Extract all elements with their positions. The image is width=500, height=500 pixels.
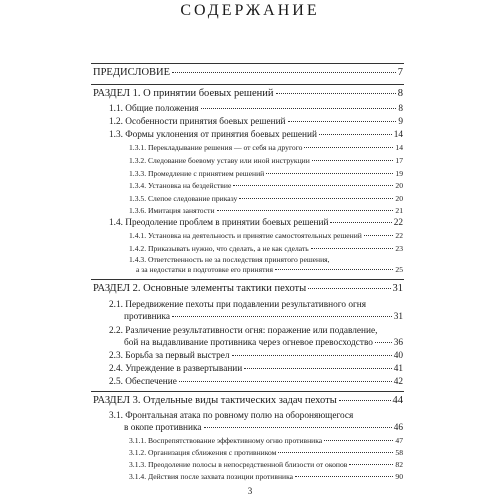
toc-entry-page: 14 (393, 130, 403, 140)
toc-entry[interactable] (109, 105, 403, 114)
toc-subentry[interactable] (129, 245, 403, 253)
toc-entry[interactable] (109, 378, 403, 387)
toc-entry[interactable] (124, 313, 403, 322)
toc-entry-label: 1.1. Общие положения (109, 104, 199, 114)
toc-entry-page: 23 (395, 244, 403, 253)
toc-subentry[interactable] (129, 207, 403, 215)
toc-entry-first-line: 2.2. Различение результативности огня: поражение или подавление, (109, 326, 378, 336)
toc-entry-page: 42 (393, 377, 403, 387)
toc-entry[interactable] (124, 339, 403, 348)
leader-dots (179, 381, 392, 382)
divider (91, 84, 404, 85)
toc-entry[interactable] (109, 219, 403, 228)
toc-entry-label: 2.3. Борьба за первый выстрел (109, 351, 230, 361)
toc-entry-first-line: 2.1. Передвижение пехоты при подавлении результативного огня (109, 300, 367, 310)
leader-dots (312, 160, 394, 161)
leader-dots (330, 222, 391, 223)
toc-entry-label: противника (124, 312, 171, 322)
leader-dots (217, 210, 394, 211)
toc-entry-label: РАЗДЕЛ 1. О принятии боевых решений (93, 88, 274, 99)
leader-dots (324, 440, 393, 441)
toc-entry-page: 21 (395, 206, 403, 215)
toc-subentry[interactable] (136, 266, 403, 274)
toc-entry-label: 1.4. Преодоление проблем в принятии боевых решений (109, 218, 329, 228)
toc-entry[interactable] (109, 352, 403, 361)
leader-dots (233, 185, 393, 186)
toc-entry-page: 90 (395, 472, 403, 481)
page-title: СОДЕРЖАНИЕ (180, 2, 320, 19)
leader-dots (201, 108, 397, 109)
toc-entry[interactable] (124, 424, 403, 433)
toc-entry-page: 47 (395, 436, 403, 445)
toc-entry-page: 17 (395, 156, 403, 165)
toc-entry-label: 1.3.4. Установка на бездействие (129, 181, 232, 190)
leader-dots (319, 134, 392, 135)
toc-subentry[interactable] (129, 449, 403, 457)
toc-section-heading[interactable] (93, 284, 403, 295)
toc-entry-page: 22 (393, 218, 403, 228)
toc-entry-label: 2.5. Обеспечение (109, 377, 177, 387)
toc-entry-label: 3.1.1. Воспрепятствование эффективному огню противника (129, 436, 323, 445)
leader-dots (349, 464, 393, 465)
toc-entry-label: 3.1.4. Действия после захвата позиции противника (129, 472, 294, 481)
toc-entry-label: ПРЕДИСЛОВИЕ (93, 67, 171, 78)
toc-entry[interactable] (109, 365, 403, 374)
toc-entry-page: 8 (398, 104, 403, 114)
toc-entry-page: 20 (395, 181, 403, 190)
leader-dots (295, 476, 393, 477)
leader-dots (375, 342, 392, 343)
toc-entry-page: 36 (393, 338, 403, 348)
toc-entry-page: 82 (395, 460, 403, 469)
toc-entry[interactable] (93, 68, 403, 79)
toc-entry-page: 44 (392, 395, 403, 406)
toc-entry-page: 41 (393, 364, 403, 374)
toc-entry-label: бой на выдавливание противника через огневое превосходство (124, 338, 373, 348)
divider (91, 279, 404, 280)
leader-dots (266, 173, 393, 174)
toc-subentry[interactable] (129, 195, 403, 203)
leader-dots (244, 368, 391, 369)
toc-entry-label: 1.2. Особенности принятия боевых решений (109, 117, 286, 127)
toc-subentry[interactable] (129, 144, 403, 152)
toc-entry-label: 1.4.1. Установка на деятельность и принятие самостоятельных решений (129, 231, 362, 240)
toc-subentry[interactable] (129, 461, 403, 469)
toc-subentry[interactable] (129, 157, 403, 165)
toc-entry-page: 31 (393, 312, 403, 322)
toc-entry-label: 2.4. Упреждение в развертывании (109, 364, 243, 374)
divider (91, 391, 404, 392)
toc-entry-label: РАЗДЕЛ 2. Основные элементы тактики пехоты (93, 283, 307, 294)
toc-subentry[interactable] (129, 437, 403, 445)
page-number: 3 (247, 486, 253, 496)
toc-entry-first-line: 3.1. Фронтальная атака по ровному полю на обороняющегося (109, 411, 354, 421)
toc-entry-page: 9 (398, 117, 403, 127)
leader-dots (275, 269, 393, 270)
leader-dots (239, 198, 393, 199)
toc-entry-label: 1.3.6. Имитация занятости (129, 206, 215, 215)
toc-entry-page: 25 (395, 265, 403, 274)
toc-entry-page: 20 (395, 194, 403, 203)
toc-entry-label: 1.3.2. Следование боевому уставу или иной инструкции (129, 156, 310, 165)
leader-dots (172, 72, 396, 73)
toc-entry-page: 22 (395, 231, 403, 240)
toc-entry-page: 58 (395, 448, 403, 457)
leader-dots (311, 248, 394, 249)
leader-dots (364, 235, 394, 236)
toc-subentry-first-line: 1.4.3. Ответственность не за последствия принятого решения, (129, 255, 330, 264)
toc-entry-label: а за недостатки в подготовке его принятия (136, 265, 273, 274)
leader-dots (288, 121, 397, 122)
divider (91, 63, 404, 64)
leader-dots (308, 288, 390, 289)
toc-entry-page: 19 (395, 169, 403, 178)
leader-dots (304, 147, 393, 148)
toc-entry-page: 7 (397, 67, 403, 78)
toc-entry-label: РАЗДЕЛ 3. Отдельные виды тактических задач пехоты (93, 395, 337, 406)
leader-dots (204, 427, 392, 428)
toc-entry-label: в окопе противника (124, 423, 202, 433)
toc-subentry[interactable] (129, 170, 403, 178)
toc-entry-page: 46 (393, 423, 403, 433)
leader-dots (278, 452, 393, 453)
leader-dots (339, 400, 391, 401)
toc-entry-label: 3.1.3. Преодоление полосы в непосредственной близости от окопов (129, 460, 348, 469)
toc-entry-page: 31 (392, 283, 403, 294)
toc-entry[interactable] (109, 131, 403, 140)
toc-entry-label: 1.3. Формы уклонения от принятия боевых решений (109, 130, 317, 140)
leader-dots (276, 93, 396, 94)
toc-entry-label: 1.3.1. Перекладывание решения — от себя на другого (129, 143, 303, 152)
leader-dots (172, 316, 392, 317)
toc-section-heading[interactable] (93, 396, 403, 407)
toc-subentry[interactable] (129, 182, 403, 190)
toc-entry[interactable] (109, 118, 403, 127)
leader-dots (232, 355, 392, 356)
toc-subentry[interactable] (129, 473, 403, 481)
toc-subentry[interactable] (129, 232, 403, 240)
toc-entry-label: 1.4.2. Приказывать нужно, что сделать, а не как сделать (129, 244, 309, 253)
toc-entry-page: 14 (395, 143, 403, 152)
toc-entry-page: 8 (397, 88, 403, 99)
toc-section-heading[interactable] (93, 89, 403, 100)
toc-entry-label: 3.1.2. Организация сближения с противником (129, 448, 277, 457)
toc-entry-label: 1.3.5. Слепое следование приказу (129, 194, 238, 203)
toc-entry-label: 1.3.3. Промедление с принятием решений (129, 169, 265, 178)
toc-entry-page: 40 (393, 351, 403, 361)
